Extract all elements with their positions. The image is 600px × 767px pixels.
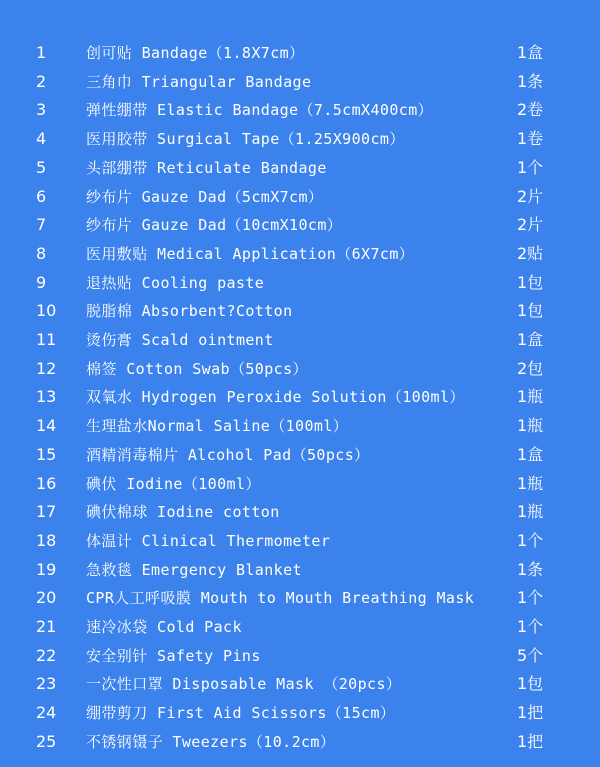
item-quantity: 1把 [517, 703, 544, 723]
list-item [0, 211, 600, 239]
item-number: 9 [36, 272, 47, 292]
list-item [0, 183, 600, 211]
list-item [0, 728, 600, 756]
item-number: 7 [36, 215, 47, 235]
item-name: 医用胶带 Surgical Tape（1.25X900cm） [86, 130, 405, 149]
item-quantity: 1盒 [517, 330, 544, 349]
item-quantity: 1包 [517, 674, 544, 694]
item-number: 1 [36, 43, 47, 62]
item-number: 19 [36, 559, 57, 579]
item-number: 15 [36, 444, 57, 464]
list-item [0, 68, 600, 96]
list-item [0, 412, 600, 440]
item-quantity: 2包 [517, 358, 544, 378]
item-number: 18 [36, 530, 57, 550]
item-number: 25 [36, 731, 57, 751]
item-name: 烫伤膏 Scald ointment [86, 331, 274, 349]
list-item [0, 527, 600, 555]
item-number: 10 [36, 301, 57, 321]
list-item [0, 470, 600, 498]
item-name: 棉签 Cotton Swab（50pcs） [86, 359, 308, 378]
item-quantity: 1瓶 [517, 502, 544, 522]
item-name: 碘伏 Iodine（100ml） [86, 474, 261, 493]
item-number: 8 [36, 243, 47, 263]
list-item [0, 383, 600, 411]
item-quantity: 1盒 [517, 43, 544, 62]
item-quantity: 1瓶 [517, 387, 544, 407]
list-item [0, 670, 600, 698]
item-quantity: 1个 [517, 617, 544, 636]
item-number: 17 [36, 502, 57, 522]
list-item [0, 326, 600, 354]
list-item [0, 297, 600, 325]
item-name: 创可贴 Bandage（1.8X7cm） [86, 44, 305, 62]
list-item [0, 96, 600, 124]
item-name: 绷带剪刀 First Aid Scissors（15cm） [86, 704, 396, 723]
item-name: 医用敷贴 Medical Application（6X7cm） [86, 244, 415, 263]
item-name: 速冷冰袋 Cold Pack [86, 618, 242, 636]
item-quantity: 1包 [517, 272, 544, 292]
item-name: 不锈钢镊子 Tweezers（10.2cm） [86, 732, 336, 751]
item-quantity: 1盒 [517, 444, 544, 464]
item-name: 体温计 Clinical Thermometer [86, 531, 331, 550]
list-item [0, 39, 600, 67]
item-number: 13 [36, 387, 57, 407]
list-item [0, 556, 600, 584]
item-number: 21 [36, 617, 57, 636]
item-name: 头部绷带 Reticulate Bandage [86, 158, 327, 177]
item-quantity: 1条 [517, 71, 544, 91]
item-quantity: 2片 [517, 215, 544, 235]
item-number: 22 [36, 645, 57, 665]
item-number: 3 [36, 100, 47, 120]
list-item [0, 642, 600, 670]
list-item [0, 154, 600, 182]
list-item [0, 240, 600, 268]
item-quantity: 1瓶 [517, 416, 544, 436]
item-quantity: 1条 [517, 559, 544, 579]
list-item [0, 441, 600, 469]
item-quantity: 2片 [517, 186, 544, 206]
item-quantity: 5个 [517, 645, 544, 665]
item-name: 安全别针 Safety Pins [86, 646, 261, 665]
item-number: 11 [36, 330, 57, 349]
item-number: 6 [36, 186, 47, 206]
item-number: 2 [36, 71, 47, 91]
item-name: 一次性口罩 Disposable Mask （20pcs） [86, 675, 402, 694]
list-item [0, 699, 600, 727]
item-quantity: 1个 [517, 530, 544, 550]
item-name: 碘伏棉球 Iodine cotton [86, 503, 280, 522]
list-item [0, 125, 600, 153]
item-quantity: 2卷 [517, 100, 544, 120]
item-name: 纱布片 Gauze Dad（10cmX10cm） [86, 216, 343, 235]
item-quantity: 1包 [517, 301, 544, 321]
list-item [0, 355, 600, 383]
item-quantity: 1个 [517, 588, 544, 608]
item-number: 23 [36, 674, 57, 694]
item-number: 12 [36, 358, 57, 378]
list-item [0, 498, 600, 526]
list-item [0, 613, 600, 641]
item-quantity: 1瓶 [517, 473, 544, 493]
item-number: 20 [36, 588, 57, 608]
item-number: 24 [36, 703, 57, 723]
item-name: 生理盐水Normal Saline（100ml） [86, 417, 349, 436]
item-name: CPR人工呼吸膜 Mouth to Mouth Breathing Mask [86, 589, 475, 608]
list-item [0, 584, 600, 612]
list-item [0, 269, 600, 297]
item-quantity: 1卷 [517, 129, 544, 149]
item-number: 4 [36, 129, 47, 149]
item-name: 酒精消毒棉片 Alcohol Pad（50pcs） [86, 445, 370, 464]
item-quantity: 1个 [517, 157, 544, 177]
item-name: 纱布片 Gauze Dad（5cmX7cm） [86, 187, 324, 206]
item-quantity: 1把 [517, 731, 544, 751]
item-number: 5 [36, 157, 47, 177]
item-name: 脱脂棉 Absorbent?Cotton [86, 302, 293, 321]
item-number: 16 [36, 473, 57, 493]
item-name: 三角巾 Triangular Bandage [86, 72, 312, 91]
item-name: 弹性绷带 Elastic Bandage（7.5cmX400cm） [86, 101, 434, 120]
item-name: 急救毯 Emergency Blanket [86, 560, 302, 579]
item-name: 双氧水 Hydrogen Peroxide Solution（100ml） [86, 388, 465, 407]
item-quantity: 2贴 [517, 243, 544, 263]
item-number: 14 [36, 416, 57, 436]
item-name: 退热贴 Cooling paste [86, 273, 265, 292]
